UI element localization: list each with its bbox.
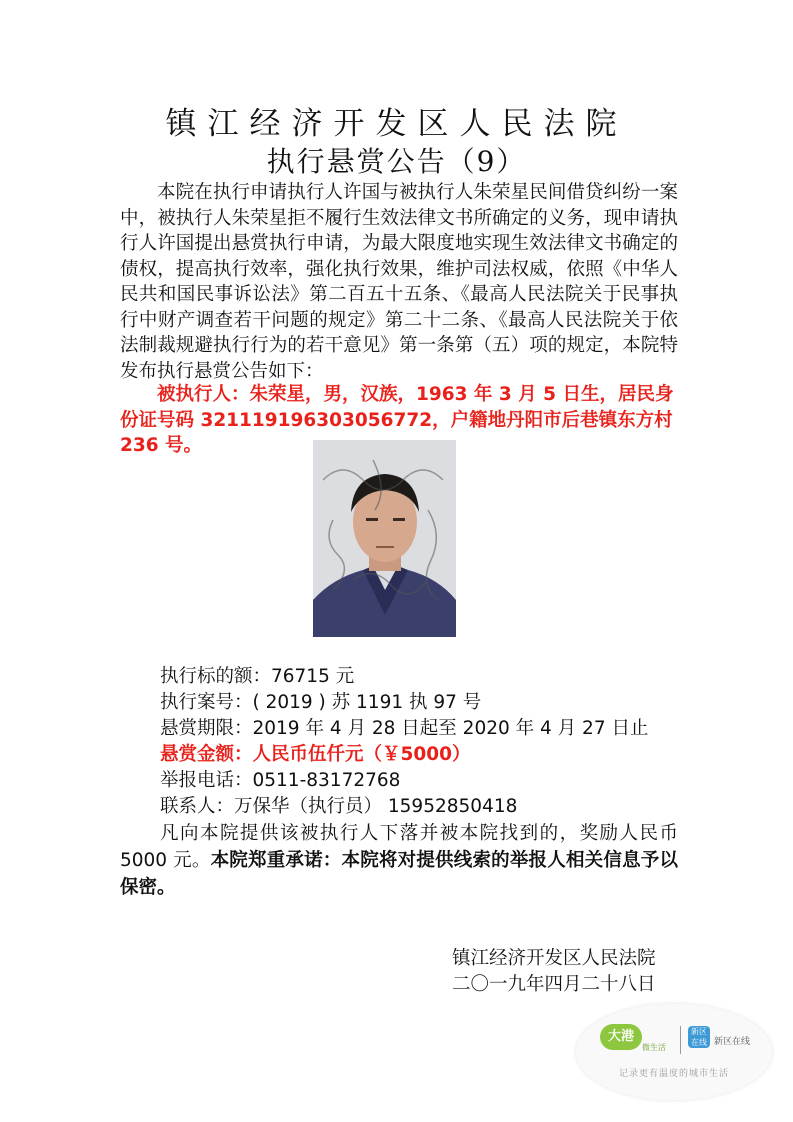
- person-photo-icon: [313, 440, 456, 637]
- closing-normal: 凡向本院提供该被执行人下落并被本院找到的，奖励人民币 5000 元。: [120, 823, 678, 871]
- notice-subtitle: 执行悬赏公告（9）: [266, 145, 527, 178]
- detail-reward: 悬赏金额：人民币伍仟元（￥5000）: [160, 744, 471, 765]
- detail-case-number: 执行案号：( 2019 ) 苏 1191 执 97 号: [160, 692, 482, 713]
- watermark-divider: [680, 1026, 681, 1054]
- detail-amount: 执行标的额：76715 元: [160, 666, 355, 687]
- watermark-right-text: 新区在线: [714, 1037, 751, 1047]
- watermark-slogan: 记录更有温度的城市生活: [618, 1069, 729, 1079]
- notice-body: 本院在执行申请执行人许国与被执行人朱荣星民间借贷纠纷一案中，被执行人朱荣星拒不履行生效法律文书所确定的义务，现申请执行人许国提出悬赏执行申请，为最大限度地实现生效法律文书确定的债权，提高执行效率，强化执行效果，维护司法权威，依照《中华人民共和国民事诉讼法》第二百五十五条、《最高人民法院关于民事执行中财产调查若干问题的规定》第二十二条、《最高人民法院关于依法制裁规避执行行为的若干意见》第一条第（五）项的规定，本院特发布执行悬赏公告如下：: [120, 182, 678, 382]
- watermark-logo: 大港: [600, 1024, 642, 1050]
- court-title: 镇江经济开发区人民法院: [165, 106, 628, 142]
- closing-paragraph: [120, 820, 678, 901]
- detail-contact: 联系人：万保华（执行员） 15952850418: [160, 796, 518, 817]
- watermark: [576, 1004, 772, 1100]
- subject-info: 被执行人：朱荣星，男，汉族，1963 年 3 月 5 日生，居民身份证号码 321119196303056772，户籍地丹阳市后巷镇东方村 236 号。: [120, 384, 674, 456]
- watermark-logo-sub: 微生活: [642, 1043, 666, 1052]
- subject-photo: [313, 440, 456, 637]
- detail-phone: 举报电话：0511-83172768: [160, 770, 401, 791]
- signature-court: 镇江经济开发区人民法院: [452, 948, 656, 969]
- closing-bold: 本院郑重承诺：本院将对提供线索的举报人相关信息予以保密。: [120, 850, 678, 898]
- watermark-badge-icon: 新区在线: [688, 1026, 710, 1048]
- signature-date: 二〇一九年四月二十八日: [452, 974, 656, 995]
- detail-period: 悬赏期限：2019 年 4 月 28 日起至 2020 年 4 月 27 日止: [160, 718, 649, 739]
